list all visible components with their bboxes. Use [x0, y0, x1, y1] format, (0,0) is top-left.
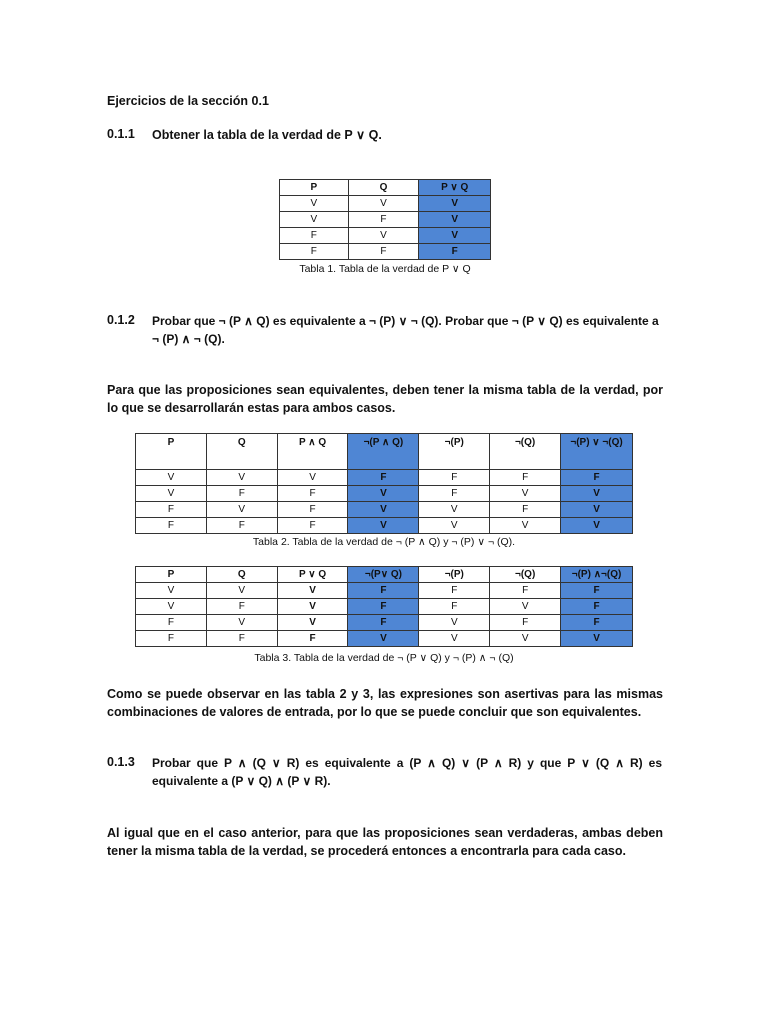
table-cell: F	[419, 470, 490, 486]
table-cell: V	[419, 502, 490, 518]
table-cell: F	[277, 631, 348, 647]
table-row	[280, 196, 491, 212]
header-cell: P	[136, 567, 207, 583]
table-row	[136, 502, 633, 518]
header-cell: Q	[348, 180, 419, 196]
table-cell: F	[348, 583, 419, 599]
table-cell: F	[419, 583, 490, 599]
header-cell: ¬(Q)	[490, 434, 561, 470]
table-cell: F	[348, 615, 419, 631]
table-cell: F	[136, 502, 207, 518]
table-row	[136, 470, 633, 486]
table-cell: V	[419, 631, 490, 647]
table-cell: V	[490, 599, 561, 615]
table-cell: V	[490, 518, 561, 534]
header-cell: Q	[206, 434, 277, 470]
table-caption: Tabla 3. Tabla de la verdad de ¬ (P ∨ Q) y ¬ (P) ∧ ¬ (Q)	[254, 652, 514, 664]
table-cell: V	[348, 518, 419, 534]
table-cell: V	[206, 470, 277, 486]
table-cell: F	[490, 502, 561, 518]
header-cell: P	[136, 434, 207, 470]
header-cell: ¬(Q)	[490, 567, 561, 583]
table-cell: F	[419, 244, 491, 260]
table-cell: F	[277, 518, 348, 534]
table-cell: F	[490, 583, 561, 599]
exercise-statement	[152, 312, 672, 348]
table-cell: V	[348, 228, 419, 244]
table-cell: F	[136, 518, 207, 534]
table-cell: F	[280, 228, 349, 244]
table-cell: V	[136, 470, 207, 486]
table-cell: V	[419, 212, 491, 228]
statement-line: Probar que ¬ (P ∧ Q) es equivalente a ¬ (P) ∨ ¬ (Q). Probar que ¬ (P ∨ Q) es equivalente a	[152, 314, 659, 328]
statement-line: ¬ (P) ∧ ¬ (Q).	[152, 332, 225, 346]
table-row	[136, 631, 633, 647]
table-cell: F	[277, 486, 348, 502]
table-cell: V	[561, 502, 633, 518]
table-row	[280, 212, 491, 228]
table-cell: V	[206, 583, 277, 599]
table-cell: V	[206, 502, 277, 518]
truth-table-2	[135, 433, 633, 534]
table-cell: V	[419, 518, 490, 534]
table-cell: F	[348, 244, 419, 260]
truth-table-1	[279, 179, 491, 260]
table-cell: F	[490, 470, 561, 486]
statement-line: equivalente a (P ∨ Q) ∧ (P ∨ R).	[152, 774, 331, 788]
table-header-row	[136, 567, 633, 583]
table-cell: V	[419, 196, 491, 212]
table-cell: F	[348, 212, 419, 228]
header-cell: ¬(P)	[419, 434, 490, 470]
table-cell: V	[348, 502, 419, 518]
table-cell: F	[280, 244, 349, 260]
table-cell: V	[277, 583, 348, 599]
header-cell: ¬(P) ∨ ¬(Q)	[561, 434, 633, 470]
exercise-number: 0.1.2	[107, 313, 135, 327]
table-cell: F	[206, 599, 277, 615]
table-row	[136, 518, 633, 534]
table-row	[280, 228, 491, 244]
table-cell: V	[280, 212, 349, 228]
exercise-number: 0.1.1	[107, 127, 135, 141]
header-cell: P ∨ Q	[277, 567, 348, 583]
table-cell: F	[136, 615, 207, 631]
paragraph: Como se puede observar en las tabla 2 y 3, las expresiones son asertivas para las mismas combinaciones de valores de entrada, por lo que se puede concluir que son equivalentes.	[107, 687, 663, 719]
table-cell: V	[136, 599, 207, 615]
table-cell: V	[280, 196, 349, 212]
table-header-row	[136, 434, 633, 470]
header-cell: P ∨ Q	[419, 180, 491, 196]
table-cell: V	[561, 518, 633, 534]
header-cell: ¬(P ∧ Q)	[348, 434, 419, 470]
table-row	[136, 615, 633, 631]
table-cell: F	[561, 470, 633, 486]
table-cell: F	[206, 631, 277, 647]
table-cell: V	[206, 615, 277, 631]
table-cell: F	[277, 502, 348, 518]
table-cell: V	[348, 196, 419, 212]
table-cell: V	[277, 470, 348, 486]
table-cell: V	[348, 486, 419, 502]
header-cell: P ∧ Q	[277, 434, 348, 470]
table-cell: F	[490, 615, 561, 631]
table-cell: V	[136, 583, 207, 599]
exercise-statement	[152, 754, 662, 790]
statement-line: Probar que P ∧ (Q ∨ R) es equivalente a (P ∧ Q) ∨ (P ∧ R) y que P ∨ (Q ∧ R) es	[152, 756, 662, 770]
header-cell: Q	[206, 567, 277, 583]
table-caption: Tabla 2. Tabla de la verdad de ¬ (P ∧ Q) y ¬ (P) ∨ ¬ (Q).	[252, 536, 516, 548]
paragraph: Al igual que en el caso anterior, para que las proposiciones sean verdaderas, ambas deben tener la misma tabla de la verdad, se procederá entonces a encontrarla para cada caso.	[107, 826, 663, 858]
truth-table-3	[135, 566, 633, 647]
exercise-statement: Obtener la tabla de la verdad de P ∨ Q.	[152, 128, 382, 142]
table-cell: F	[206, 486, 277, 502]
table-cell: V	[277, 615, 348, 631]
exercise-number: 0.1.3	[107, 755, 135, 769]
table-cell: F	[206, 518, 277, 534]
table-row	[136, 599, 633, 615]
table-cell: V	[348, 631, 419, 647]
table-cell: F	[561, 615, 633, 631]
table-caption: Tabla 1. Tabla de la verdad de P ∨ Q	[299, 263, 471, 275]
table-cell: V	[277, 599, 348, 615]
table-cell: F	[561, 583, 633, 599]
table-header-row	[280, 180, 491, 196]
header-cell: ¬(P)	[419, 567, 490, 583]
header-cell: P	[280, 180, 349, 196]
page-title: Ejercicios de la sección 0.1	[107, 94, 269, 108]
table-cell: F	[561, 599, 633, 615]
table-cell: V	[419, 615, 490, 631]
table-row	[136, 486, 633, 502]
table-cell: V	[561, 631, 633, 647]
paragraph: Para que las proposiciones sean equivalentes, deben tener la misma tabla de la verdad, por lo que se desarrollarán estas para ambos casos.	[107, 383, 663, 415]
table-cell: V	[419, 228, 491, 244]
table-cell: F	[348, 599, 419, 615]
table-cell: F	[419, 486, 490, 502]
table-cell: V	[490, 486, 561, 502]
table-cell: V	[136, 486, 207, 502]
header-cell: ¬(P∨ Q)	[348, 567, 419, 583]
table-cell: V	[561, 486, 633, 502]
table-cell: F	[136, 631, 207, 647]
header-cell: ¬(P) ∧¬(Q)	[561, 567, 633, 583]
table-row	[136, 583, 633, 599]
table-cell: F	[419, 599, 490, 615]
table-row	[280, 244, 491, 260]
table-cell: F	[348, 470, 419, 486]
table-cell: V	[490, 631, 561, 647]
